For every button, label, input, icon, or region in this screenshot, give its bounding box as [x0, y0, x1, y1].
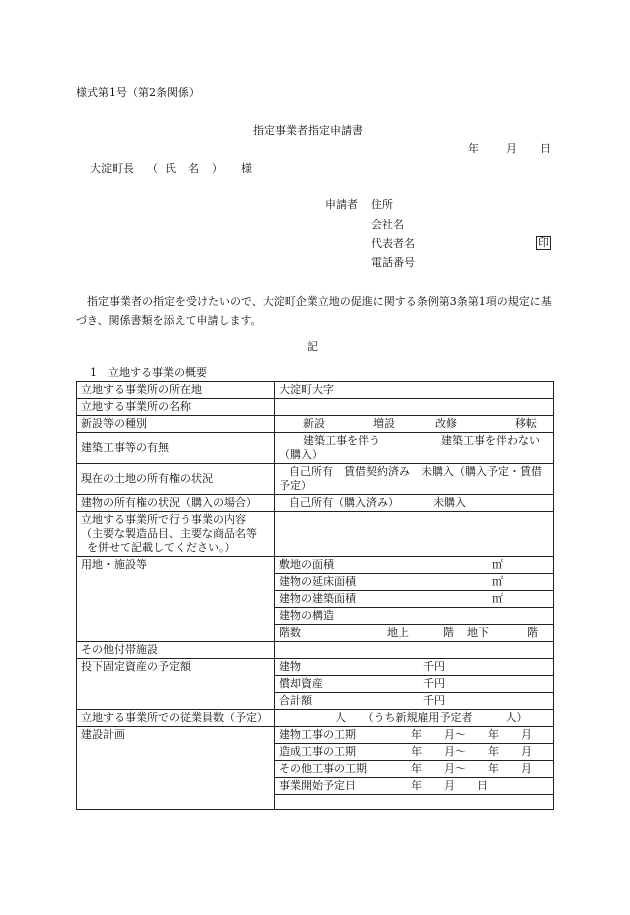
plan-item: 建物工事の工期 年 月～ 年 月	[275, 727, 553, 744]
bldg-owner-option[interactable]: 未購入	[433, 496, 466, 509]
ki-heading: 記	[307, 340, 318, 353]
row-label: その他付帯施設	[77, 642, 275, 659]
date-year: 年	[468, 142, 479, 155]
addressee-name1: 氏	[165, 162, 176, 175]
row-label: 建設計画	[77, 727, 275, 810]
applicant-label: 申請者	[325, 198, 358, 211]
row-label: 現在の土地の所有権の状況	[77, 464, 275, 495]
applicant-address: 住所	[371, 198, 393, 211]
type-option[interactable]: 改修	[435, 417, 457, 430]
plan-item: 事業開始予定日 年 月 日	[275, 778, 553, 795]
floors-row: 階数 地上 階 地下 階	[279, 626, 538, 639]
investment-item: 合計額 千円	[279, 694, 445, 707]
table-row	[77, 382, 554, 399]
plan-subtable	[275, 727, 554, 810]
site-subtable	[275, 557, 554, 642]
investment-item: 償却資産 千円	[275, 676, 553, 693]
row-label: 立地する事業所の名称	[77, 399, 275, 416]
table-row	[77, 433, 554, 464]
table-row	[77, 642, 554, 659]
employees-value: 人 （うち新規雇用予定者 人）	[275, 710, 554, 727]
date-month: 月	[506, 142, 517, 155]
addressee-paren-open: （	[147, 162, 158, 175]
construction-note: （購入）	[279, 448, 323, 461]
addressee-prefix: 大淀町長	[90, 162, 134, 175]
construction-options	[275, 433, 554, 464]
land-options	[275, 464, 554, 495]
unit-m2: ㎡	[492, 575, 503, 588]
table-row	[77, 399, 554, 416]
table-row	[77, 727, 554, 810]
applicant-phone: 電話番号	[371, 256, 415, 269]
row-label: 立地する事業所で行う事業の内容 （主要な製造品目、主要な商品名等 を併せて記載してください。）	[77, 512, 275, 557]
unit-m2: ㎡	[492, 592, 503, 605]
seal-stamp: 印	[538, 236, 549, 249]
site-item: 建物の構造	[275, 608, 553, 625]
date-day: 日	[540, 142, 551, 155]
row-value-empty[interactable]	[275, 642, 554, 659]
construction-option[interactable]: 建築工事を伴わない	[441, 434, 540, 447]
type-options	[275, 416, 554, 433]
type-option[interactable]: 新設	[303, 417, 325, 430]
overview-table	[76, 381, 554, 810]
type-option[interactable]: 移転	[515, 417, 537, 430]
unit-m2: ㎡	[492, 558, 503, 571]
investment-subtable	[275, 659, 554, 710]
plan-item: 造成工事の工期 年 月～ 年 月	[275, 744, 553, 761]
addressee-honorific: 様	[241, 162, 252, 175]
land-line: 予定）	[279, 479, 312, 492]
row-value-empty[interactable]	[275, 512, 554, 557]
table-row	[77, 710, 554, 727]
form-number: 様式第1号（第2条関係）	[76, 86, 200, 99]
plan-blank	[275, 795, 553, 810]
bldg-owner-options	[275, 495, 554, 512]
row-label: 新設等の種別	[77, 416, 275, 433]
row-label: 立地する事業所の所在地	[77, 382, 275, 399]
addressee-paren-close: ）	[212, 162, 223, 175]
table-row	[77, 416, 554, 433]
land-line: 自己所有 賃借契約済み 未購入（購入予定・賃借	[289, 465, 542, 478]
body-text: 指定事業者の指定を受けたいので、大淀町企業立地の促進に関する条例第3条第1項の規定に基づき、関係書類を添えて申請します。	[76, 295, 552, 327]
table-row	[77, 512, 554, 557]
bldg-owner-option[interactable]: 自己所有（購入済み）	[289, 496, 399, 509]
applicant-representative: 代表者名	[371, 237, 415, 250]
row-label: 建築工事等の有無	[77, 433, 275, 464]
table-row	[77, 659, 554, 710]
site-item: 建物の延床面積 ㎡	[275, 574, 553, 591]
table-row	[77, 557, 554, 642]
section-heading: 1 立地する事業の概要	[90, 366, 207, 379]
row-label: 用地・施設等	[77, 557, 275, 642]
construction-option[interactable]: 建築工事を伴う	[303, 434, 380, 447]
site-item: 敷地の面積 ㎡	[275, 557, 553, 574]
row-label: 建物の所有権の状況（購入の場合）	[77, 495, 275, 512]
table-row	[77, 495, 554, 512]
plan-item: その他工事の工期 年 月～ 年 月	[275, 761, 553, 778]
investment-item: 建物 千円	[275, 659, 553, 676]
type-option[interactable]: 増設	[373, 417, 395, 430]
row-label: 投下固定資産の予定額	[77, 659, 275, 710]
site-item: 建物の建築面積 ㎡	[275, 591, 553, 608]
addressee-name2: 名	[188, 162, 199, 175]
row-value-empty[interactable]	[275, 399, 554, 416]
row-value: 大淀町大字	[275, 382, 554, 399]
table-row	[77, 464, 554, 495]
document-title: 指定事業者指定申請書	[253, 124, 363, 137]
applicant-company: 会社名	[371, 218, 404, 231]
row-label: 立地する事業所での従業員数（予定）	[77, 710, 275, 727]
